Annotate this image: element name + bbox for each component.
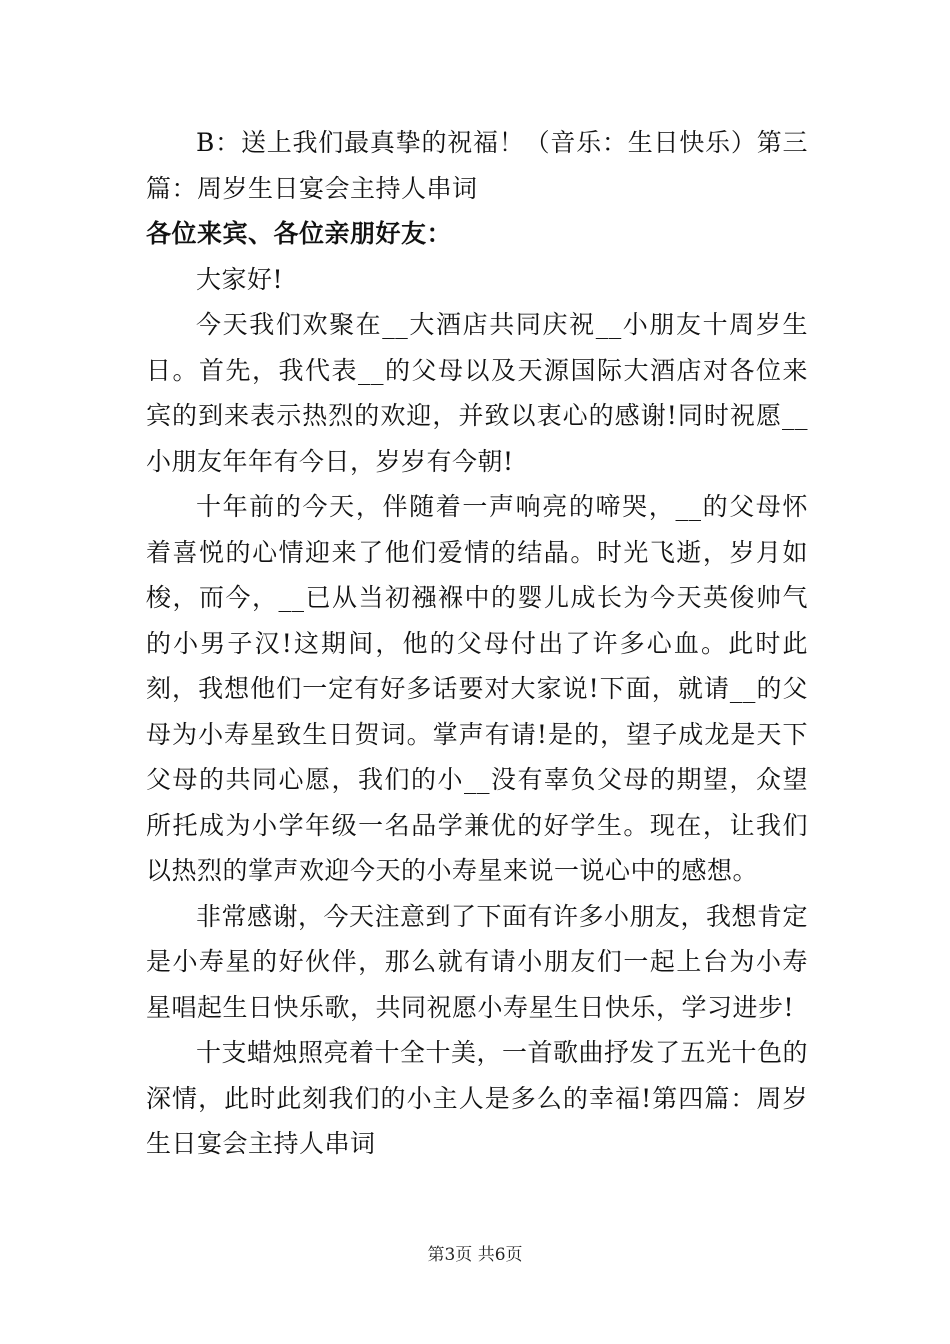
paragraph-welcome: 今天我们欢聚在__大酒店共同庆祝__小朋友十周岁生日。首先，我代表__的父母以及天源国际大酒店对各位来宾的到来表示热烈的欢迎，并致以衷心的感谢!同时祝愿__小朋友年年有今日，岁岁有今朝! [146,310,808,476]
document-body [146,120,808,1167]
paragraph-blessing: B：送上我们最真挚的祝福！（音乐：生日快乐）第三篇：周岁生日宴会主持人串词 [146,128,808,203]
page-number-footer: 第3页 共6页 [427,1245,523,1265]
paragraph-ten-candles: 十支蜡烛照亮着十全十美，一首歌曲抒发了五光十色的深情，此时此刻我们的小主人是多么的幸福!第四篇：周岁生日宴会主持人串词 [146,1038,809,1158]
paragraph-salutation: 各位来宾、各位亲朋好友： [146,219,453,248]
paragraph-birthday-song: 非常感谢，今天注意到了下面有许多小朋友，我想肯定是小寿星的好伙伴，那么就有请小朋友们一起上台为小寿星唱起生日快乐歌，共同祝愿小寿星生日快乐，学习进步! [146,901,809,1022]
paragraph-ten-years-ago: 十年前的今天，伴随着一声响亮的啼哭，__的父母怀着喜悦的心情迎来了他们爱情的结晶。时光飞逝，岁月如梭，而今，__已从当初襁褓中的婴儿成长为今天英俊帅气的小男子汉!这期间，他的父母付出了许多心血。此时此刻，我想他们一定有好多话要对大家说!下面，就请__的父母为小寿星致生日贺词。掌声有请!是的，望子成龙是天下父母的共同心愿，我们的小__没有辜负父母的期望，众望所托成为小学年级一名品学兼优的好学生。现在，让我们以热烈的掌声欢迎今天的小寿星来说一说心中的感想。 [146,492,808,885]
paragraph-greeting: 大家好! [196,264,284,294]
